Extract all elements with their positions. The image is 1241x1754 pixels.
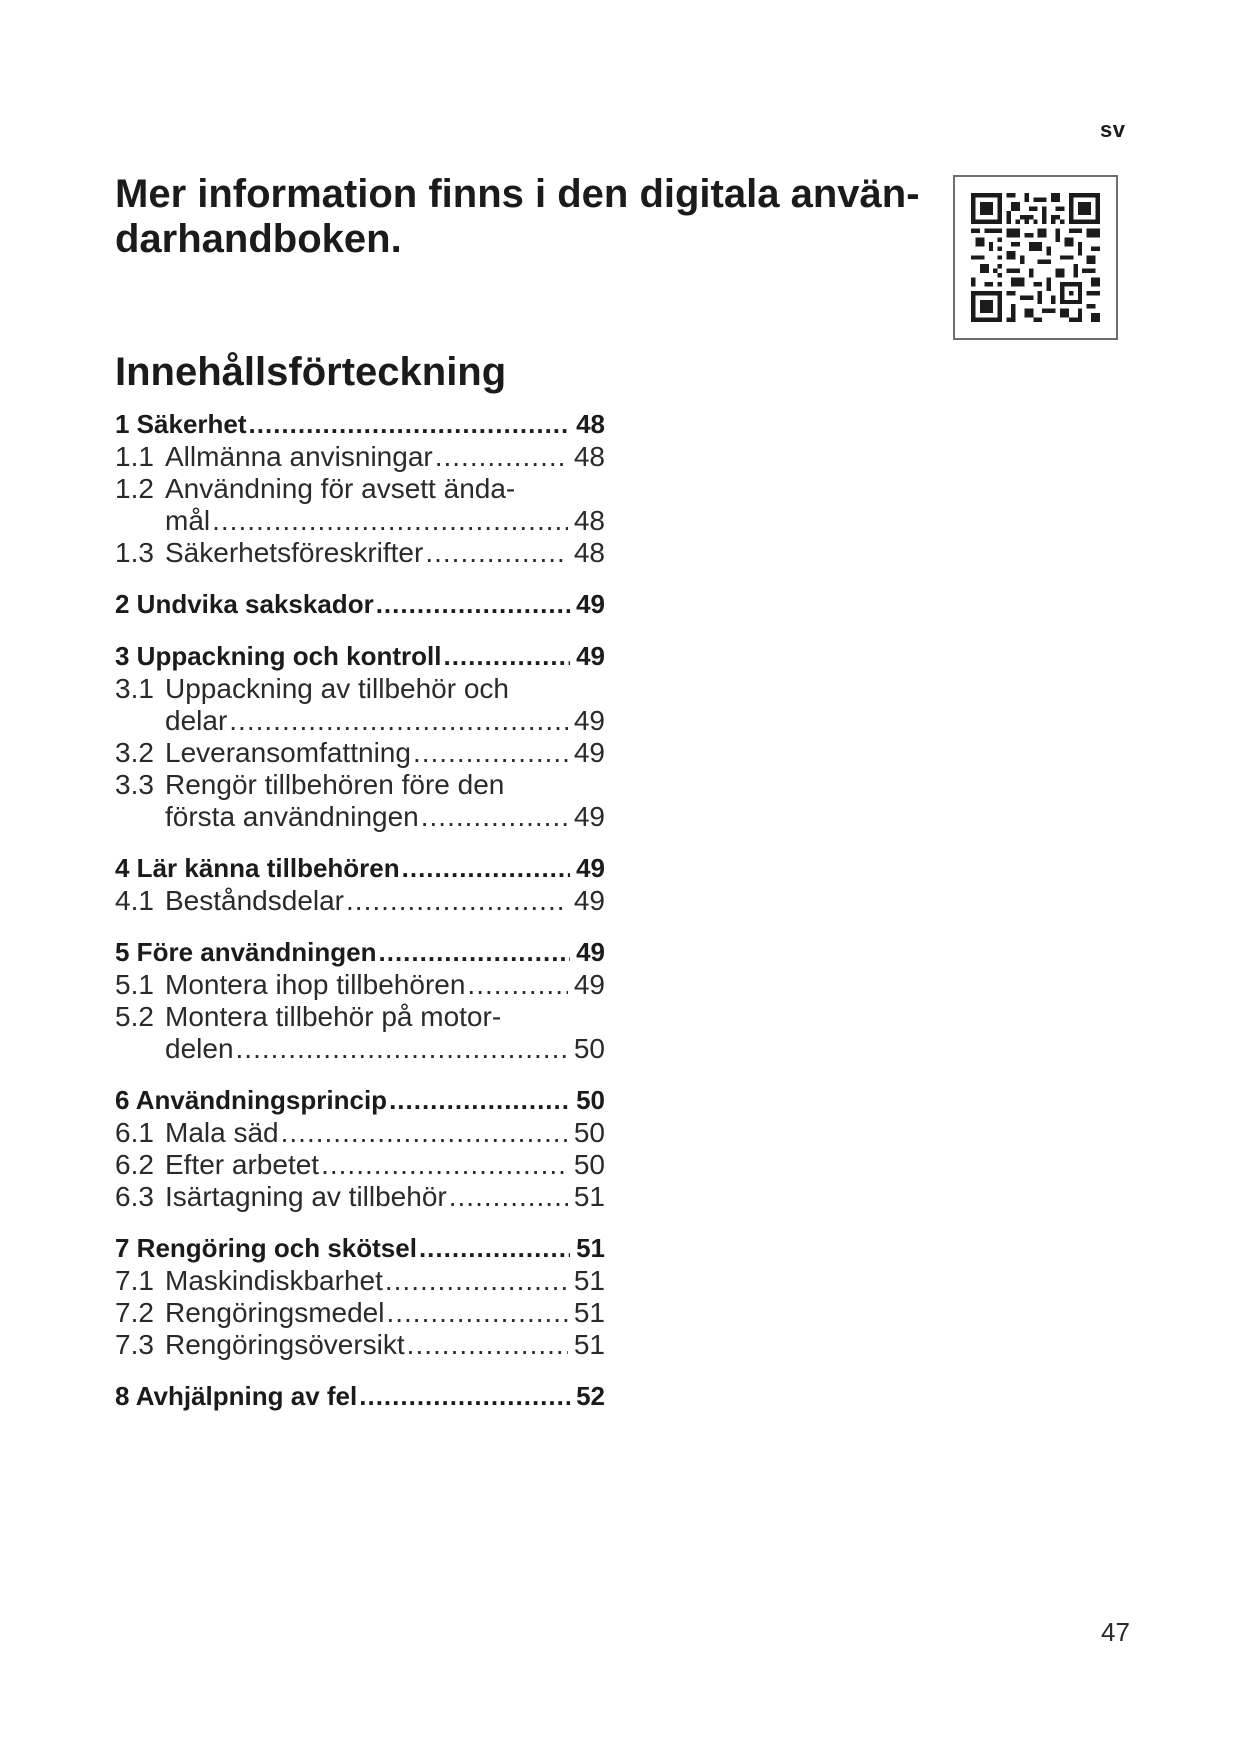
toc-leader-dots xyxy=(229,705,568,737)
toc-section-title: Allmänna anvisningar xyxy=(165,441,433,472)
toc-section-3-1[interactable] xyxy=(115,673,605,737)
toc-section-number: 6.2 xyxy=(115,1149,154,1180)
toc-section-number: 7.3 xyxy=(115,1329,154,1360)
toc-leader-dots xyxy=(376,588,570,621)
toc-section-7-3[interactable] xyxy=(115,1329,605,1361)
toc-section-number: 5.2 xyxy=(115,1001,154,1032)
language-code: sv xyxy=(1100,117,1126,142)
toc-page-number: 49 xyxy=(576,589,605,619)
toc-section-number: 1.2 xyxy=(115,473,154,504)
toc-section-title: Rengöringsmedel xyxy=(165,1297,385,1328)
toc-section-title-line1: Rengör tillbehören före den xyxy=(165,769,505,800)
toc-section-number: 4.1 xyxy=(115,885,154,916)
toc-chapter-title: 8 Avhjälpning av fel xyxy=(115,1381,358,1411)
toc-section-title-line1: Montera tillbehör på motor- xyxy=(165,1001,502,1032)
toc-leader-dots xyxy=(359,1380,570,1413)
toc-chapter-8[interactable] xyxy=(115,1380,605,1413)
toc-section-number: 1.1 xyxy=(115,441,154,472)
toc-leader-dots xyxy=(443,640,570,673)
toc-page-number: 49 xyxy=(576,937,605,967)
toc-leader-dots xyxy=(407,1329,568,1361)
toc-section-title-line1: Uppackning av tillbehör och xyxy=(165,673,509,704)
toc-section-1-1[interactable] xyxy=(115,441,605,473)
toc-leader-dots xyxy=(413,737,568,769)
toc-page-number: 52 xyxy=(576,1381,605,1411)
toc-page-number: 48 xyxy=(576,409,605,439)
toc-chapter-3[interactable] xyxy=(115,640,605,673)
toc-section-6-1[interactable] xyxy=(115,1117,605,1149)
toc-page-number: 49 xyxy=(573,705,605,736)
toc-page-number: 49 xyxy=(576,853,605,883)
toc-page-number: 48 xyxy=(573,537,605,568)
toc-page-number: 51 xyxy=(573,1265,605,1296)
toc-section-6-2[interactable] xyxy=(115,1149,605,1181)
toc-page-number: 51 xyxy=(573,1329,605,1360)
toc-page-number: 49 xyxy=(576,641,605,671)
toc-section-title: Beståndsdelar xyxy=(165,885,345,916)
toc-section-title: Efter arbetet xyxy=(165,1149,320,1180)
toc-section-number: 7.2 xyxy=(115,1297,154,1328)
toc-leader-dots xyxy=(236,1033,568,1065)
toc-leader-dots xyxy=(249,408,571,441)
toc-section-title: Montera ihop tillbehören xyxy=(165,969,466,1000)
toc-section-3-2[interactable] xyxy=(115,737,605,769)
toc-section-title-line2: första användningen xyxy=(165,801,419,832)
qr-code-icon xyxy=(971,193,1100,322)
toc-leader-dots xyxy=(379,936,571,969)
toc-leader-dots xyxy=(212,505,568,537)
toc-chapter-title: 1 Säkerhet xyxy=(115,409,247,439)
toc-section-1-2[interactable] xyxy=(115,473,605,537)
digital-manual-heading-line1: Mer information finns i den digitala använ- xyxy=(115,172,920,216)
toc-leader-dots xyxy=(425,537,568,569)
toc-leader-dots xyxy=(321,1149,568,1181)
toc-leader-dots xyxy=(449,1181,568,1213)
toc-leader-dots xyxy=(385,1265,568,1297)
toc-section-number: 3.2 xyxy=(115,737,154,768)
toc-section-title: Rengöringsöversikt xyxy=(165,1329,405,1360)
toc-page-number: 51 xyxy=(573,1181,605,1212)
toc-section-number: 5.1 xyxy=(115,969,154,1000)
toc-section-7-1[interactable] xyxy=(115,1265,605,1297)
toc-chapter-title: 5 Före användningen xyxy=(115,937,377,967)
toc-chapter-6[interactable] xyxy=(115,1084,605,1117)
toc-section-number: 7.1 xyxy=(115,1265,154,1296)
toc-leader-dots xyxy=(421,801,568,833)
toc-page-number: 48 xyxy=(573,441,605,472)
page-number: 47 xyxy=(1101,1617,1130,1647)
toc-page-number: 49 xyxy=(573,737,605,768)
toc-title: Innehållsförteckning xyxy=(115,350,507,394)
toc-page-number: 49 xyxy=(573,969,605,1000)
digital-manual-heading xyxy=(115,172,935,262)
toc-section-title: Leveransomfattning xyxy=(165,737,411,768)
toc-leader-dots xyxy=(467,969,567,1001)
toc-section-title-line1: Användning för avsett ända- xyxy=(165,473,516,504)
toc-section-number: 6.3 xyxy=(115,1181,154,1212)
toc-section-title: Säkerhetsföreskrifter xyxy=(165,537,424,568)
toc-section-number: 6.1 xyxy=(115,1117,154,1148)
toc-chapter-5[interactable] xyxy=(115,936,605,969)
toc-leader-dots xyxy=(281,1117,568,1149)
toc-section-3-3[interactable] xyxy=(115,769,605,833)
toc-section-1-3[interactable] xyxy=(115,537,605,569)
toc-section-7-2[interactable] xyxy=(115,1297,605,1329)
toc-leader-dots xyxy=(435,441,568,473)
toc-chapter-7[interactable] xyxy=(115,1232,605,1265)
toc-page-number: 49 xyxy=(573,885,605,916)
toc-section-title-line2: delar xyxy=(165,705,228,736)
toc-leader-dots xyxy=(389,1084,570,1117)
toc-page-number: 49 xyxy=(573,801,605,832)
toc-page-number: 51 xyxy=(576,1233,605,1263)
toc-chapter-title: 4 Lär känna tillbehören xyxy=(115,853,400,883)
toc-chapter-4[interactable] xyxy=(115,852,605,885)
toc-leader-dots xyxy=(402,852,570,885)
toc-section-5-1[interactable] xyxy=(115,969,605,1001)
qr-code[interactable] xyxy=(953,175,1118,340)
toc-section-title: Maskindiskbarhet xyxy=(165,1265,383,1296)
toc-leader-dots xyxy=(419,1232,570,1265)
toc-chapter-title: 7 Rengöring och skötsel xyxy=(115,1233,417,1263)
toc-leader-dots xyxy=(386,1297,567,1329)
toc-section-title-line2: mål xyxy=(165,505,211,536)
toc-section-5-2[interactable] xyxy=(115,1001,605,1065)
toc-chapter-title: 2 Undvika sakskador xyxy=(115,589,374,619)
toc-page-number: 50 xyxy=(573,1033,605,1064)
toc-section-6-3[interactable] xyxy=(115,1181,605,1213)
toc-page-number: 50 xyxy=(576,1085,605,1115)
toc-chapter-2[interactable] xyxy=(115,588,605,621)
toc-chapter-1[interactable] xyxy=(115,408,605,441)
toc-page-number: 51 xyxy=(573,1297,605,1328)
table-of-contents xyxy=(115,408,605,1413)
toc-page-number: 50 xyxy=(573,1117,605,1148)
toc-section-number: 3.1 xyxy=(115,673,154,704)
digital-manual-heading-line2: darhandboken. xyxy=(115,217,402,261)
toc-page-number: 50 xyxy=(573,1149,605,1180)
toc-section-title-line2: delen xyxy=(165,1033,234,1064)
toc-section-number: 1.3 xyxy=(115,537,154,568)
toc-leader-dots xyxy=(346,885,568,917)
toc-section-number: 3.3 xyxy=(115,769,154,800)
toc-chapter-title: 3 Uppackning och kontroll xyxy=(115,641,442,671)
toc-section-title: Isärtagning av tillbehör xyxy=(165,1181,447,1212)
toc-section-title: Mala säd xyxy=(165,1117,279,1148)
toc-chapter-title: 6 Användningsprincip xyxy=(115,1085,388,1115)
toc-page-number: 48 xyxy=(573,505,605,536)
toc-section-4-1[interactable] xyxy=(115,885,605,917)
